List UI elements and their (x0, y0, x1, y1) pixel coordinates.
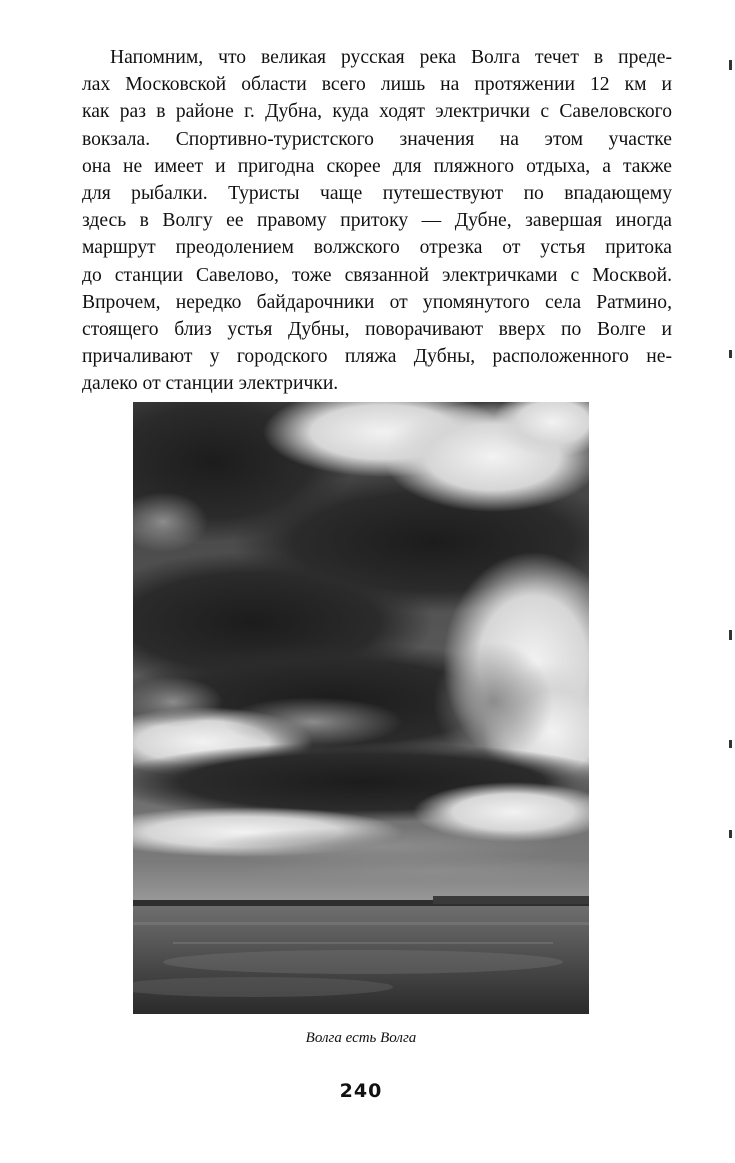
paragraph-line: Впрочем, нередко байдарочники от упомянутого села Ратмино, (82, 291, 672, 313)
paragraph-line: как раз в районе г. Дубна, куда ходят электрички с Савеловского (82, 101, 672, 123)
paragraph-line: причаливают у городского пляжа Дубны, расположенного не- (82, 346, 672, 368)
scan-artifact (729, 60, 732, 70)
paragraph-line: маршрут преодолением волжского отрезка от устья притока (82, 237, 672, 259)
paragraph-line: вокзала. Спортивно-туристского значения на этом участке (82, 128, 672, 150)
paragraph-line: здесь в Волгу ее правому притоку — Дубне, завершая иногда (82, 210, 672, 232)
scan-artifact (729, 740, 732, 748)
page-number: 240 (339, 1080, 383, 1102)
paragraph-line: до станции Савелово, тоже связанной электричками с Москвой. (82, 264, 672, 286)
paragraph-line: Напомним, что великая русская река Волга течет в преде- (110, 47, 672, 68)
volga-cloudscape-photo (133, 402, 589, 1014)
photo-illustration (133, 402, 589, 1014)
paragraph-line: стоящего близ устья Дубны, поворачивают вверх по Волге и (82, 318, 672, 340)
scan-artifact (729, 350, 732, 358)
body-paragraph (82, 44, 672, 397)
paragraph-line: далеко от станции электрички. (82, 373, 339, 395)
scan-artifact (729, 830, 732, 838)
scan-artifact (729, 630, 732, 640)
photo-caption: Волга есть Волга (305, 1030, 417, 1046)
paragraph-line: она не имеет и пригодна скорее для пляжного отдыха, а также (82, 155, 672, 177)
paragraph-line: лах Московской области всего лишь на протяжении 12 км и (82, 74, 672, 96)
paragraph-line: для рыбалки. Туристы чаще путешествуют по впадающему (82, 182, 672, 204)
